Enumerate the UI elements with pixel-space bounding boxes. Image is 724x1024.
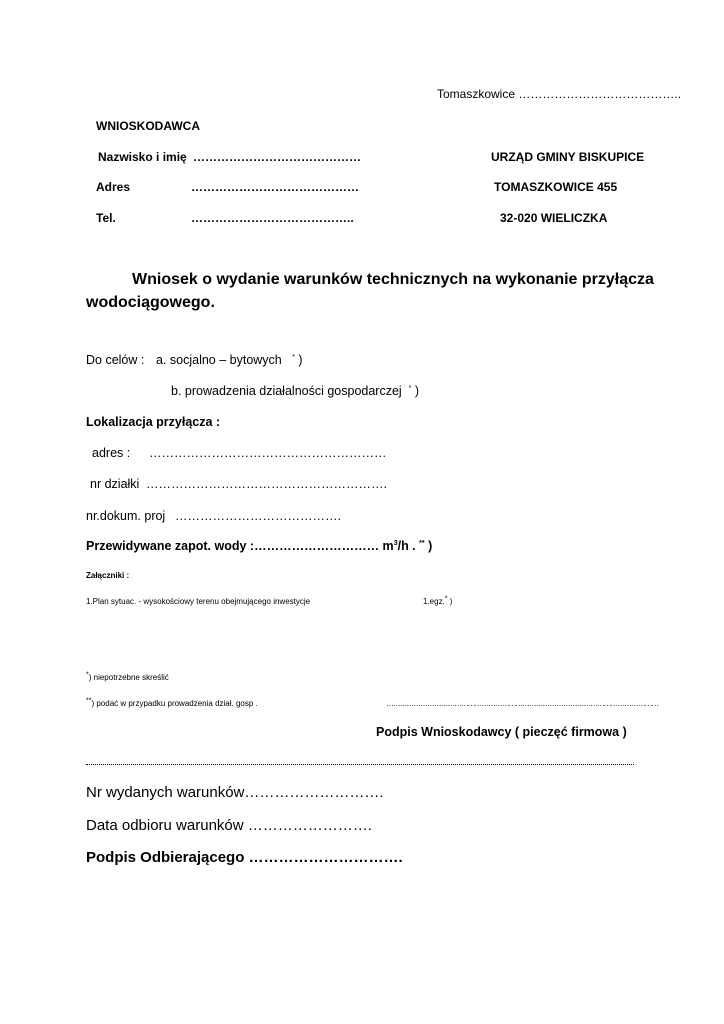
purpose-option-b[interactable]	[171, 384, 419, 398]
location-address-label: adres :	[92, 446, 131, 460]
attachment-copies-text: 1.egz.	[423, 597, 445, 606]
attachment-item-1: 1.Plan sytuac. - wysokościowy terenu obejmującego inwestycje	[86, 597, 311, 606]
purpose-option-b-mark: *	[408, 384, 412, 392]
water-demand-mark: **	[419, 539, 425, 547]
footnote-2	[86, 699, 258, 708]
location-heading: Lokalizacja przyłącza :	[86, 415, 221, 429]
footnote-2-mark: **	[86, 697, 92, 705]
applicant-name-field[interactable]: ……………………………………	[193, 150, 361, 164]
purpose-label: Do celów :	[86, 353, 145, 367]
water-demand-label: Przewidywane zapot. wody :………………………… m	[86, 539, 394, 553]
recipient-city: 32-020 WIELICZKA	[500, 211, 608, 225]
purpose-option-a-text: a. socjalno – bytowych	[156, 353, 282, 367]
attachments-heading: Załączniki :	[86, 571, 130, 580]
document-title-line1: Wniosek o wydanie warunków technicznych na wykonanie przyłącza	[132, 271, 654, 288]
issued-conditions-number[interactable]: Nr wydanych warunków……………………….	[86, 784, 384, 801]
conditions-pickup-date[interactable]: Data odbioru warunków …………………….	[86, 817, 372, 834]
attachment-item-1-copies	[423, 597, 452, 606]
water-demand-close: )	[428, 539, 433, 553]
document-title-line2: wodociągowego.	[86, 294, 215, 311]
place-date-field[interactable]: Tomaszkowice …………………………………..	[437, 87, 682, 101]
applicant-phone-label: Tel.	[96, 211, 116, 225]
footnote-1-text: ) niepotrzebne skreślić	[88, 673, 169, 682]
water-demand-unit: /h .	[397, 539, 416, 553]
purpose-option-b-close: )	[414, 384, 420, 398]
attachment-copies-mark: *	[444, 595, 448, 603]
receiver-signature[interactable]: Podpis Odbierającego ………………………….	[86, 849, 403, 866]
water-demand-exponent: 3	[393, 539, 398, 547]
applicant-address-field[interactable]: ……………………………………	[191, 180, 359, 194]
footnote-2-text: ) podać w przypadku prowadzenia dział. gosp .	[91, 699, 258, 708]
footnote-1	[86, 673, 169, 682]
section-divider	[86, 764, 634, 765]
location-doc-label: nr.dokum. proj	[86, 509, 166, 523]
recipient-office: URZĄD GMINY BISKUPICE	[491, 150, 645, 164]
attachment-copies-close: )	[449, 597, 453, 606]
applicant-address-label: Adres	[96, 180, 131, 194]
purpose-option-a-close: )	[298, 353, 303, 367]
applicant-name-label: Nazwisko i imię	[98, 150, 187, 164]
location-address-field[interactable]: …………………………………………………	[149, 446, 387, 460]
applicant-heading: WNIOSKODAWCA	[96, 119, 200, 133]
recipient-street: TOMASZKOWICE 455	[494, 180, 618, 194]
location-plot-field[interactable]: ………………………………………………….	[146, 477, 387, 491]
signature-field[interactable]: …………………………………………………………………………………………………………	[386, 699, 659, 708]
purpose-option-a[interactable]	[156, 353, 303, 367]
water-demand-field[interactable]	[86, 539, 432, 553]
location-doc-field[interactable]: ………………………………….	[175, 509, 341, 523]
location-plot-label: nr działki	[90, 477, 140, 491]
applicant-phone-field[interactable]: …………………………………..	[191, 211, 354, 225]
footnote-1-mark: *	[86, 671, 89, 679]
signature-label: Podpis Wnioskodawcy ( pieczęć firmowa )	[376, 725, 627, 739]
purpose-option-a-mark: *	[292, 353, 295, 361]
purpose-option-b-text: b. prowadzenia działalności gospodarczej	[171, 384, 402, 398]
